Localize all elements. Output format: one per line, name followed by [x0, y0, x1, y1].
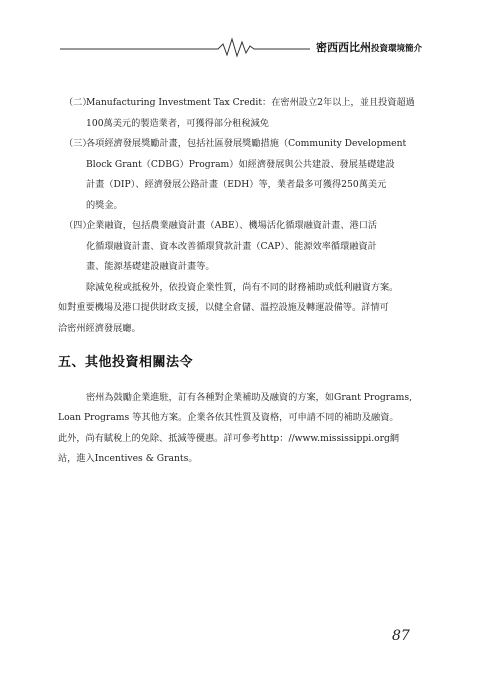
section-heading: 五、其他投資相關法令 [58, 355, 194, 370]
list-item [58, 216, 426, 278]
header-title [316, 39, 422, 55]
text-line: 100萬美元的製造業者，可獲得部分租稅減免 [86, 117, 269, 129]
text-line: 計畫（DIP）、經濟發展公路計畫（EDH）等，業者最多可獲得250萬美元 [86, 179, 387, 190]
text-line: 的獎金。 [86, 199, 123, 211]
text-line: 此外，尚有賦稅上的免除、抵減等優惠。詳可參考http：//www.mississippi.org網 [58, 432, 400, 444]
text-line: Loan Programs 等其他方案。企業各依其性質及資格，可申請不同的補助及融資。 [58, 412, 399, 423]
list-item [58, 134, 426, 216]
text-line: 企業融資，包括農業融資計畫（ABE）、機場活化循環融資計畫、港口活 [86, 220, 378, 231]
paragraph [58, 388, 426, 470]
text-line: Manufacturing Investment Tax Credit：在密州設立2年以上，並且投資超過 [86, 97, 415, 108]
text-line: 除減免稅或抵稅外，依投資企業性質，尚有不同的財務補助或低利融資方案。 [86, 281, 399, 293]
page-content [58, 93, 426, 470]
header-title-main: 密西西比州 [315, 41, 371, 54]
list-item [58, 93, 426, 134]
text-line: 洽密州經濟發展廳。 [58, 322, 141, 334]
text-line: 密州為鼓勵企業進駐，訂有各種對企業補助及融資的方案，如Grant Programs, [86, 391, 413, 403]
page-number: 87 [392, 628, 410, 644]
text-line: 化循環融資計畫、資本改善循環貸款計畫（CAP）、能源效率循環融資計 [86, 240, 377, 252]
list-item-number: （三） [64, 138, 92, 149]
text-line: 如對重要機場及港口提供財政支援，以健全倉儲、溫控設施及轉運設備等。詳情可 [58, 302, 389, 313]
text-line: 畫、能源基礎建設融資計畫等。 [86, 261, 215, 272]
text-line: 站，進入Incentives & Grants。 [58, 453, 198, 464]
zigzag-line-ornament [60, 34, 310, 60]
running-header [60, 34, 422, 60]
header-title-sub: 投資環境簡介 [370, 44, 422, 54]
list-item-number: （四） [64, 220, 92, 231]
paragraph [58, 278, 426, 340]
list-item-number: （二） [64, 97, 92, 108]
text-line: 各項經濟發展獎勵計畫，包括社區發展獎勵措施（Community Development [86, 138, 407, 149]
text-line: Block Grant（CDBG）Program）如經濟發展與公共建設、發展基礎建設 [86, 158, 395, 170]
